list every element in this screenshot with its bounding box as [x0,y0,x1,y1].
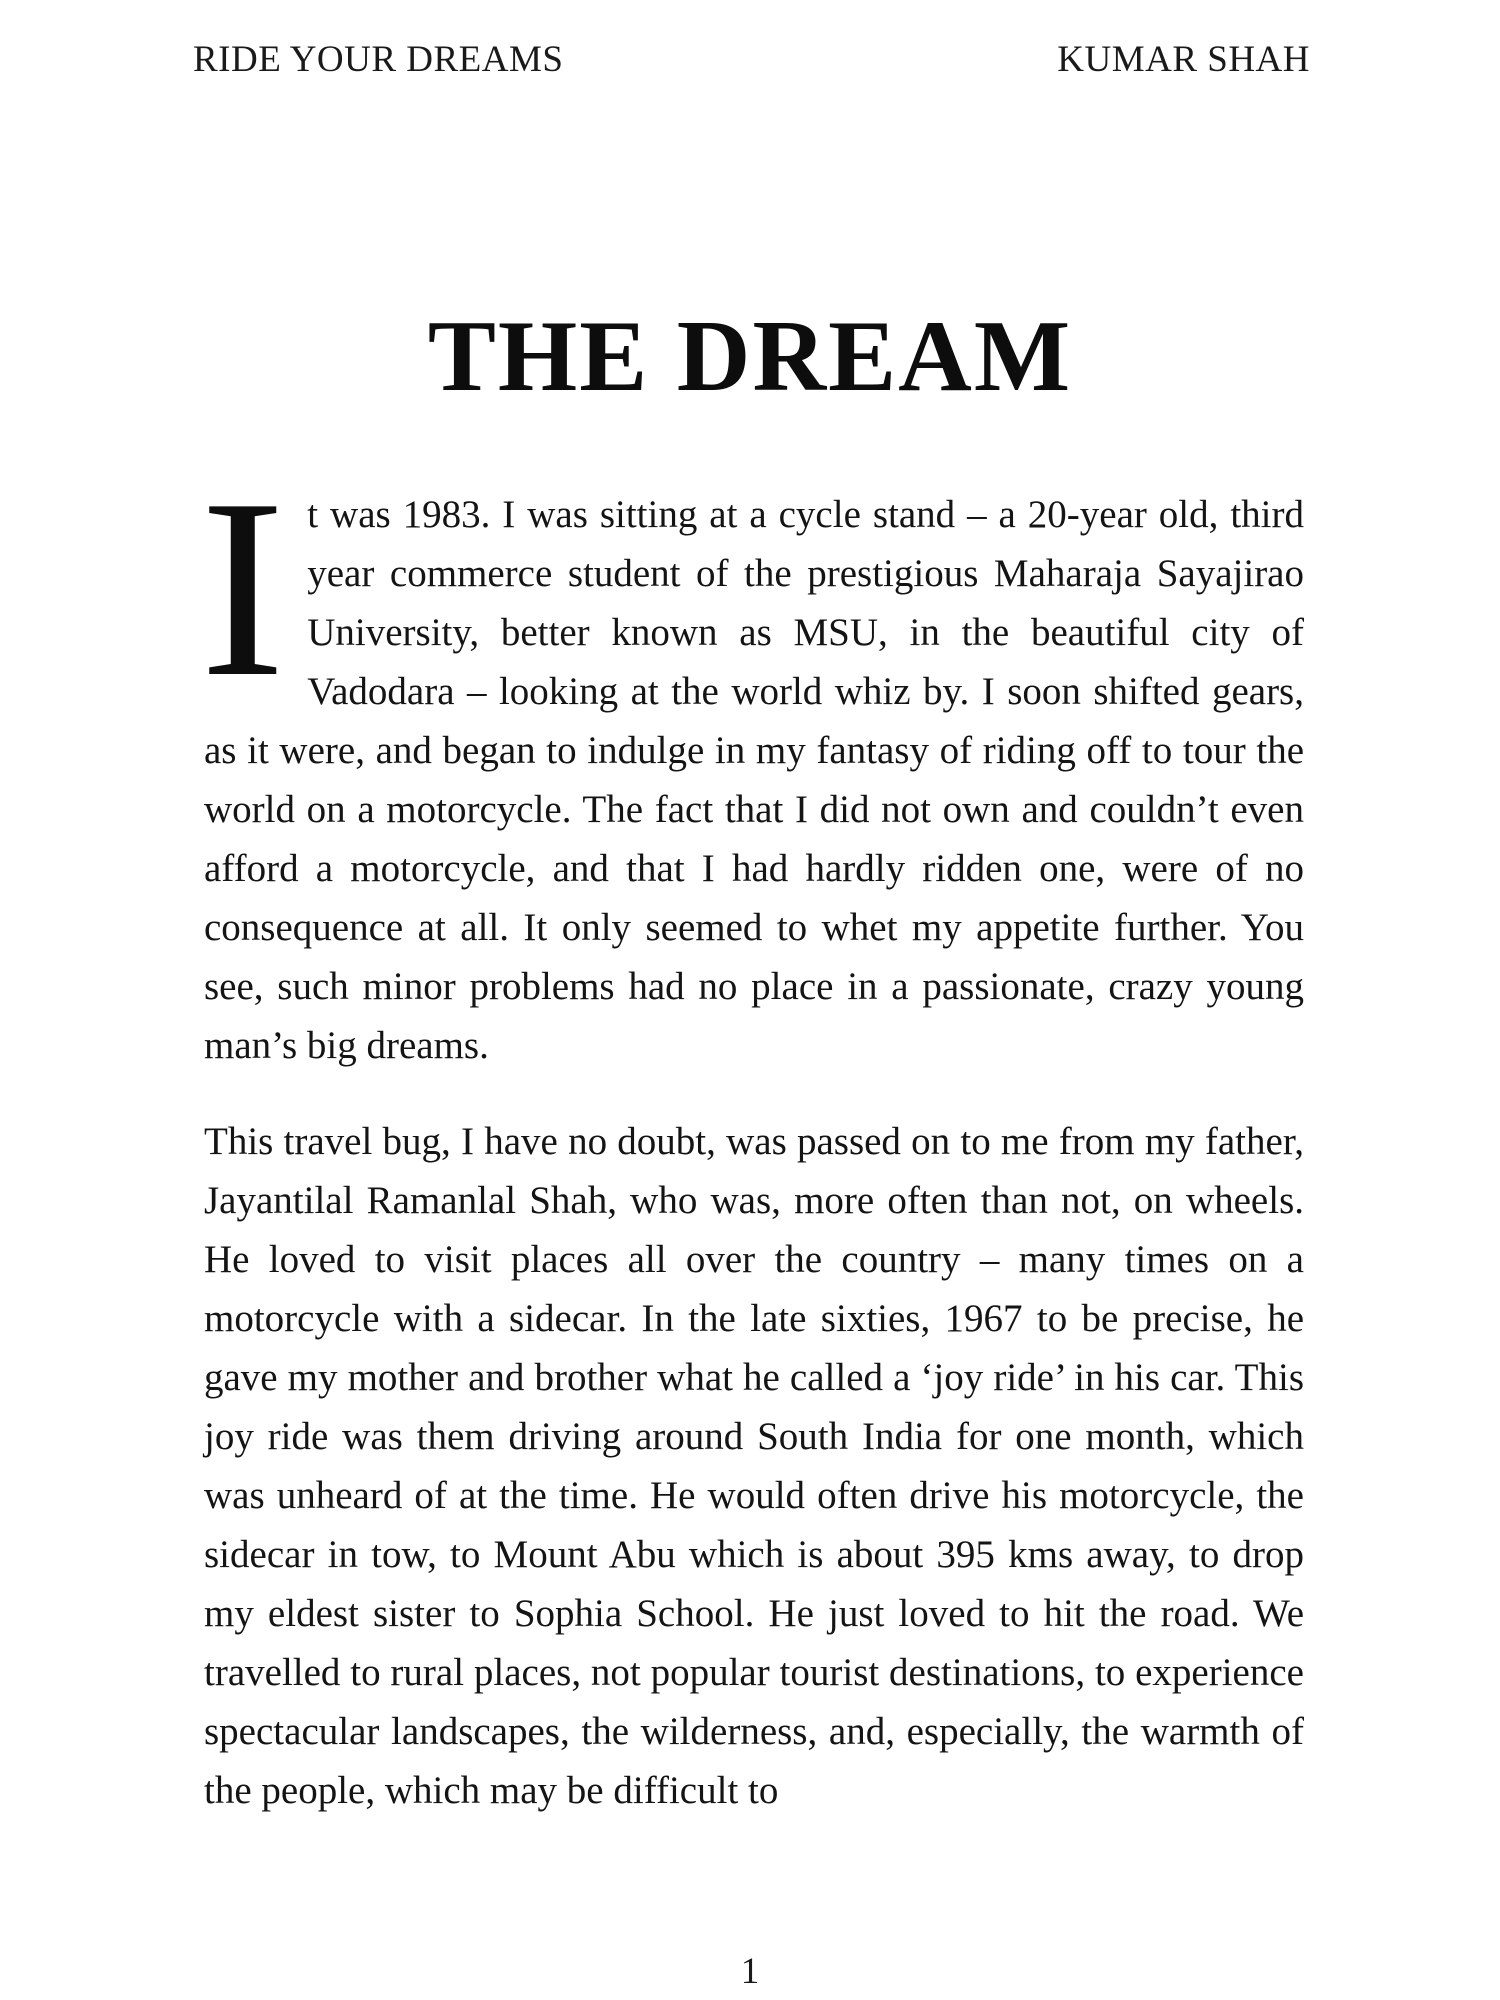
paragraph-1 [200,447,1304,1075]
paragraph-2: This travel bug, I have no doubt, was passed on to me from my father, Jayantilal Ramanlal Shah, who was, more often than not, on wheels. He loved to visit places all over the country – many times on a motorcycle with a sidecar. In the late sixties, 1967 to be precise, he gave my mother and brother what he called a ‘joy ride’ in his car. This joy ride was them driving around South India for one month, which was unheard of at the time. He would often drive his motorcycle, the sidecar in tow, to Mount Abu which is about 395 kms away, to drop my eldest sister to Sophia School. He just loved to hit the road. We travelled to rural places, not popular tourist destinations, to experience spectacular landscapes, the wilderness, and, especially, the warmth of the people, which may be difficult to [204,1120,1304,1812]
chapter-body [200,447,1304,1820]
running-head-author: KUMAR SHAH [1057,39,1310,80]
chapter-title: THE DREAM [427,300,1073,414]
running-head-book-title: RIDE YOUR DREAMS [193,39,564,80]
paragraph-1-text: t was 1983. I was sitting at a cycle stand – a 20-year old, third year commerce student of the prestigious Maharaja Sayajirao University, better known as MSU, in the beautiful city of Vadodara – looking at the world whiz by. I soon shifted gears, as it were, and began to indulge in my fantasy of riding off to tour the world on a motorcycle. The fact that I did not own and couldn’t even afford a motorcycle, and that I had hardly ridden one, were of no consequence at all. It only seemed to whet my appetite further. You see, such minor problems had no place in a passionate, crazy young man’s big dreams. [204,493,1304,1067]
page-number: 1 [740,1951,760,1992]
drop-cap: I [200,447,286,730]
